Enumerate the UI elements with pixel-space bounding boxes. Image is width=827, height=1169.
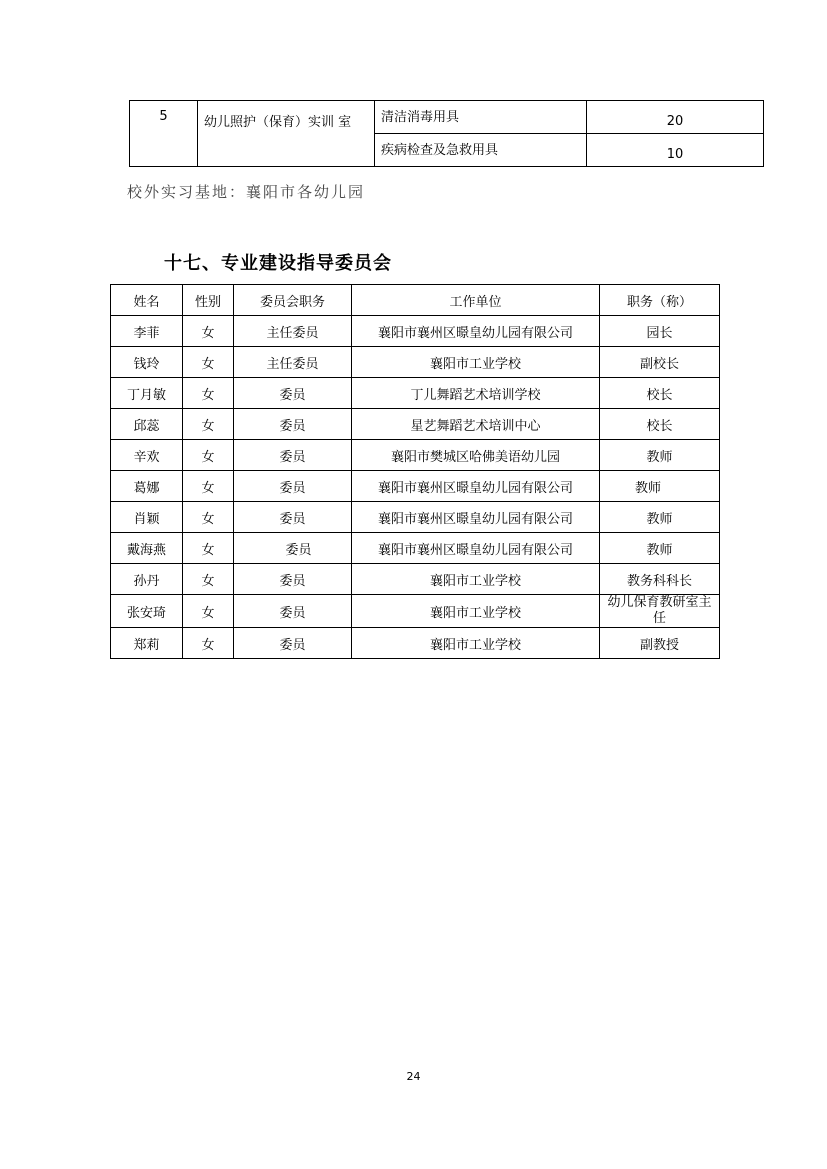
member-workplace: 襄阳市工业学校 [352, 564, 600, 595]
member-gender: 女 [183, 409, 234, 440]
member-workplace: 襄阳市工业学校 [352, 595, 600, 628]
member-workplace: 襄阳市襄州区暻皇幼儿园有限公司 [352, 316, 600, 347]
member-gender: 女 [183, 533, 234, 564]
member-committee-role: 委员 [234, 502, 352, 533]
column-header: 职务（称） [600, 285, 720, 316]
member-name: 郑莉 [111, 628, 183, 659]
member-title: 教师 [600, 533, 720, 564]
member-title: 副校长 [600, 347, 720, 378]
member-title: 教师 [600, 471, 720, 502]
equipment-qty: 20 [587, 101, 764, 134]
member-committee-role: 委员 [234, 409, 352, 440]
table-row [111, 471, 720, 502]
member-name: 邱蕊 [111, 409, 183, 440]
member-gender: 女 [183, 595, 234, 628]
member-title: 幼儿保育教研室主任 [600, 595, 720, 628]
table-row [111, 409, 720, 440]
member-committee-role: 主任委员 [234, 347, 352, 378]
room-name: 幼儿照护（保育）实训 室 [198, 101, 375, 167]
member-name: 丁月敏 [111, 378, 183, 409]
member-committee-role: 委员 [234, 378, 352, 409]
member-gender: 女 [183, 347, 234, 378]
page-number: 24 [406, 1070, 421, 1083]
table-row [111, 628, 720, 659]
column-header: 姓名 [111, 285, 183, 316]
table-row [111, 564, 720, 595]
member-committee-role: 委员 [234, 440, 352, 471]
equipment-table [129, 100, 764, 167]
member-committee-role: 委员 [234, 471, 352, 502]
member-committee-role: 委员 [234, 628, 352, 659]
table-row [111, 316, 720, 347]
table-row [111, 347, 720, 378]
member-workplace: 襄阳市襄州区暻皇幼儿园有限公司 [352, 471, 600, 502]
table-row [111, 502, 720, 533]
member-gender: 女 [183, 564, 234, 595]
member-gender: 女 [183, 502, 234, 533]
member-title: 副教授 [600, 628, 720, 659]
member-workplace: 丁儿舞蹈艺术培训学校 [352, 378, 600, 409]
member-workplace: 襄阳市工业学校 [352, 628, 600, 659]
table-row [111, 533, 720, 564]
member-committee-role: 委员 [234, 595, 352, 628]
member-gender: 女 [183, 378, 234, 409]
table-row [111, 378, 720, 409]
member-title: 教师 [600, 502, 720, 533]
member-workplace: 襄阳市工业学校 [352, 347, 600, 378]
equipment-qty: 10 [587, 134, 764, 167]
member-committee-role: 委员 [234, 564, 352, 595]
member-name: 钱玲 [111, 347, 183, 378]
table-row [111, 440, 720, 471]
member-name: 张安琦 [111, 595, 183, 628]
member-title: 校长 [600, 409, 720, 440]
member-gender: 女 [183, 628, 234, 659]
member-workplace: 星艺舞蹈艺术培训中心 [352, 409, 600, 440]
member-name: 李菲 [111, 316, 183, 347]
column-header: 性别 [183, 285, 234, 316]
member-workplace: 襄阳市襄州区暻皇幼儿园有限公司 [352, 502, 600, 533]
equipment-item: 清洁消毒用具 [375, 101, 587, 134]
member-committee-role: 主任委员 [234, 316, 352, 347]
section-title: 十七、专业建设指导委员会 [164, 253, 392, 274]
member-workplace: 襄阳市襄州区暻皇幼儿园有限公司 [352, 533, 600, 564]
member-title: 教务科科长 [600, 564, 720, 595]
member-title: 教师 [600, 440, 720, 471]
column-header: 工作单位 [352, 285, 600, 316]
room-number: 5 [130, 101, 198, 167]
member-gender: 女 [183, 316, 234, 347]
member-name: 孙丹 [111, 564, 183, 595]
member-name: 葛娜 [111, 471, 183, 502]
member-gender: 女 [183, 471, 234, 502]
member-gender: 女 [183, 440, 234, 471]
table-row [111, 595, 720, 628]
table-header-row [111, 285, 720, 316]
table-row [130, 101, 764, 134]
member-workplace: 襄阳市樊城区哈佛美语幼儿园 [352, 440, 600, 471]
member-committee-role: 委员 [234, 533, 352, 564]
practice-base-text: 校外实习基地：襄阳市各幼儿园 [127, 183, 366, 201]
member-name: 辛欢 [111, 440, 183, 471]
member-title: 园长 [600, 316, 720, 347]
equipment-item: 疾病检查及急救用具 [375, 134, 587, 167]
column-header: 委员会职务 [234, 285, 352, 316]
member-name: 肖颖 [111, 502, 183, 533]
member-name: 戴海燕 [111, 533, 183, 564]
committee-table [110, 284, 720, 659]
member-title: 校长 [600, 378, 720, 409]
